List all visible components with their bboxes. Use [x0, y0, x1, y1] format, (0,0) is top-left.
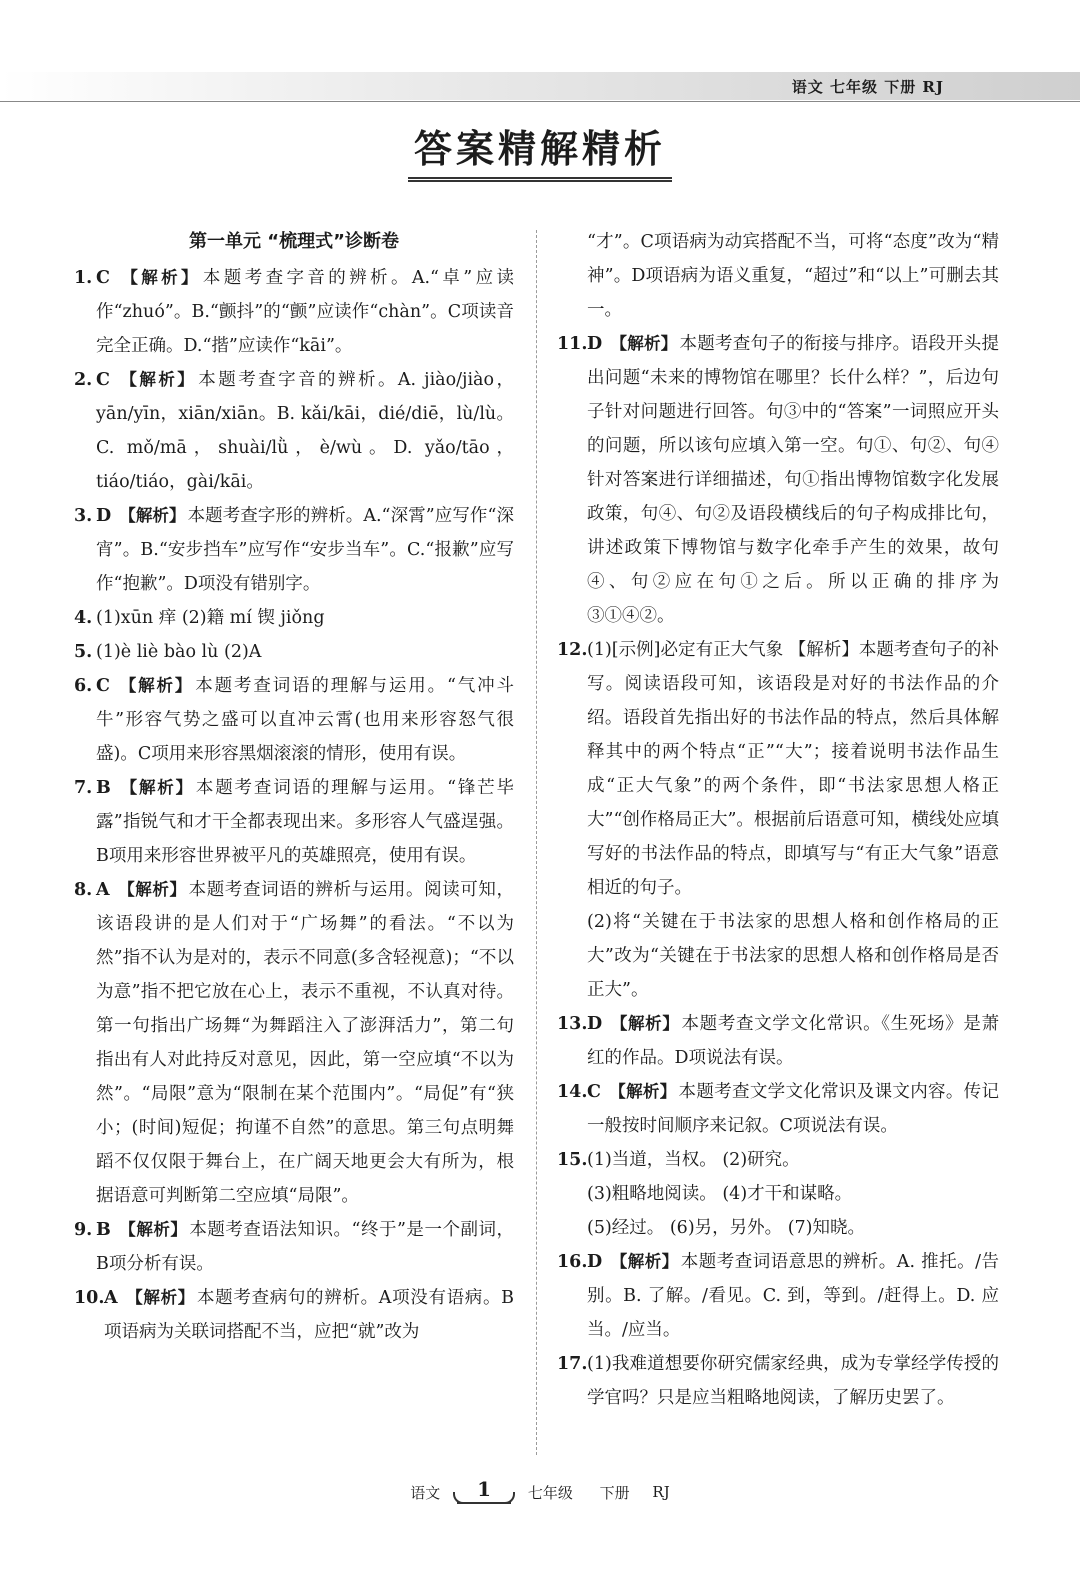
answer-item	[74, 261, 514, 363]
answer-item	[74, 363, 514, 499]
answer-number: 8.	[74, 880, 93, 900]
answer-text: (1)è liè bào lù (2)A	[96, 642, 262, 662]
answer-text: 本题考查词语的理解与运用。“锋芒毕露”指锐气和才干全都表现出来。多形容人气盛逞强。B项用来形容世界被平凡的英雄照亮，使用有误。	[96, 778, 514, 866]
answer-text: 本题考查句子的衔接与排序。语段开头提出问题“未来的博物馆在哪里？长什么样？”，后边句子针对问题进行回答。句③中的“答案”一词照应开头的问题，所以该句应填入第一空。句①、句②、句④针对答案进行详细描述，句①指出博物馆数字化发展政策，句④、句②及语段横线后的句子构成排比句，讲述政策下博物馆与数字化牵手产生的效果，故句④、句②应在句①之后。所以正确的排序为③①④②。	[587, 334, 1000, 626]
right-column	[557, 225, 999, 1415]
analysis-tag: 【解析】	[118, 778, 194, 797]
answer-choice: B	[96, 1220, 111, 1240]
analysis-tag: 【解析】	[117, 676, 194, 695]
section-title: 第一单元 “梳理式”诊断卷	[189, 231, 399, 252]
header-label: 语文 七年级 下册 RJ	[791, 78, 944, 96]
analysis-tag: 【解析】	[608, 1082, 677, 1101]
analysis-tag: 【解析】	[117, 268, 201, 287]
answer-text: 本题考查字音的辨析。A. jiào/jiào，yān/yīn，xiān/xiān。B. kǎi/kāi，dié/diē，lù/lù。C. mǒ/mā，shuài/lǜ，è/wù。D. yǎo/tāo，tiáo/tiáo，gài/kāi。	[96, 370, 514, 492]
answer-choice: B	[96, 778, 111, 798]
answer-text: 本题考查字形的辨析。A.“深霄”应写作“深宵”。B.“安步挡车”应写作“安步当车”。C.“报歉”应写作“抱歉”。D项没有错别字。	[96, 506, 514, 594]
answer-text: 本题考查字音的辨析。A.“卓”应读作“zhuó”。B.“颤抖”的“颤”应读作“chàn”。C项读音完全正确。D.“揩”应读作“kāi”。	[96, 268, 515, 356]
answer-item	[557, 1075, 999, 1143]
answer-choice: D	[587, 1014, 603, 1034]
right-answer-list	[557, 327, 999, 1415]
answer-text: (1)当道，当权。 (2)研究。	[587, 1150, 800, 1170]
answer-item	[74, 669, 514, 771]
answer-number: 14.	[557, 1082, 588, 1102]
answer-subpart: (3)粗略地阅读。 (4)才干和谋略。	[587, 1184, 853, 1204]
answer-number: 10.	[74, 1288, 105, 1308]
answer-item	[74, 1281, 514, 1349]
answer-item	[557, 1143, 999, 1245]
answer-text: 本题考查文学文化常识及课文内容。传记一般按时间顺序来记叙。C项说法有误。	[587, 1082, 1000, 1136]
page-footer	[0, 1477, 1080, 1504]
answer-choice: C	[96, 676, 110, 696]
analysis-tag: 【解析】	[119, 506, 186, 525]
answer-text: 本题考查词语的辨析与运用。阅读可知，该语段讲的是人们对于“广场舞”的看法。“不以为然”指不认为是对的，表示不同意(多含轻视意)；“不以为意”指不把它放在心上，表示不重视，不认真对待。第一句指出广场舞“为舞蹈注入了澎湃活力”，第二句指出有人对此持反对意见，因此，第一空应填“不以为然”。“局限”意为“限制在某个范围内”。“局促”有“狭小；(时间)短促；拘谨不自然”的意思。第三句点明舞蹈不仅仅限于舞台上，在广阔天地更会大有所为，根据语意可判断第二空应填“局限”。	[96, 880, 515, 1206]
continued-answer-10: “才”。C项语病为动宾搭配不当，可将“态度”改为“精神”。D项语病为语义重复，“超过”和“以上”可删去其一。	[587, 232, 999, 320]
answer-text: 本题考查文学文化常识。《生死场》是萧红的作品。D项说法有误。	[587, 1014, 1000, 1068]
answer-text: 本题考查词语的理解与运用。“气冲斗牛”形容气势之盛可以直冲云霄(也用来形容怒气很盛)。C项用来形容黑烟滚滚的情形，使用有误。	[96, 676, 514, 764]
left-column	[74, 225, 514, 1349]
footer-volume: 下册	[599, 1483, 630, 1502]
answer-item	[557, 327, 999, 633]
analysis-tag: 【解析】	[610, 334, 678, 353]
answer-item	[74, 635, 514, 669]
answer-number: 7.	[74, 778, 93, 798]
answer-item	[74, 771, 514, 873]
answer-number: 17.	[557, 1354, 588, 1374]
answer-number: 12.	[557, 640, 588, 660]
answer-choice: D	[587, 1252, 603, 1272]
answer-number: 16.	[557, 1252, 588, 1272]
analysis-tag: 【解析】	[610, 1014, 680, 1033]
analysis-tag: 【解析】	[117, 370, 197, 389]
answer-subpart: (5)经过。 (6)另，另外。 (7)知晓。	[587, 1218, 865, 1238]
answer-item	[74, 1213, 514, 1281]
footer-subject: 语文	[410, 1483, 441, 1502]
answer-choice: C	[96, 370, 110, 390]
answer-item	[557, 1007, 999, 1075]
answer-item	[557, 1245, 999, 1347]
answer-item	[74, 873, 514, 1213]
header-rule	[0, 101, 1080, 102]
footer-grade: 七年级	[527, 1483, 573, 1502]
answer-number: 5.	[74, 642, 93, 662]
answer-number: 6.	[74, 676, 93, 696]
answer-number: 13.	[557, 1014, 588, 1034]
answer-number: 11.	[557, 334, 588, 354]
answer-number: 15.	[557, 1150, 588, 1170]
answer-number: 4.	[74, 608, 93, 628]
answer-subpart: (2)将“关键在于书法家的思想人格和创作格局的正大”改为“关键在于书法家的思想人格和创作格局是否正大”。	[587, 912, 999, 1000]
answer-item	[557, 1347, 999, 1415]
answer-text: 本题考查语法知识。“终于”是一个副词，B项分析有误。	[96, 1220, 514, 1274]
title-wrap	[0, 118, 1080, 182]
analysis-tag: 【解析】	[610, 1252, 679, 1271]
column-divider	[536, 230, 537, 1455]
answer-choice: D	[96, 506, 112, 526]
answer-item	[74, 601, 514, 635]
analysis-tag: 【解析】	[118, 1220, 188, 1239]
answer-number: 1.	[74, 268, 93, 288]
answer-choice: A	[96, 880, 110, 900]
footer-edition: RJ	[652, 1483, 670, 1501]
page-title: 答案精解精析	[408, 118, 672, 182]
answer-choice: A	[104, 1288, 118, 1308]
answer-number: 2.	[74, 370, 93, 390]
answer-text: (1)[示例]必定有正大气象 【解析】本题考查句子的补写。阅读语段可知，该语段是对好的书法作品的介绍。语段首先指出好的书法作品的特点，然后具体解释其中的两个特点“正”“大”；接着说明书法作品生成“正大气象”的两个条件，即“书法家思想人格正大”“创作格局正大”。根据前后语意可知，横线处应填写好的书法作品的特点，即填写与“有正大气象”语意相近的句子。	[587, 640, 999, 898]
answer-number: 9.	[74, 1220, 93, 1240]
page-number: 1	[457, 1480, 511, 1504]
answer-choice: C	[96, 268, 110, 288]
answer-text: 本题考查病句的辨析。A项没有语病。B项语病为关联词搭配不当，应把“就”改为	[104, 1288, 515, 1342]
answer-item	[74, 499, 514, 601]
answer-number: 3.	[74, 506, 93, 526]
answer-choice: D	[587, 334, 603, 354]
answer-text: (1)我难道想要你研究儒家经典，成为专掌经学传授的学官吗？只是应当粗略地阅读，了解历史罢了。	[587, 1354, 999, 1408]
answer-item	[557, 633, 999, 1007]
analysis-tag: 【解析】	[117, 880, 187, 899]
analysis-tag: 【解析】	[125, 1288, 195, 1307]
left-answer-list	[74, 261, 514, 1349]
answer-text: (1)xūn 痒 (2)籍 mí 锲 jiǒng	[96, 608, 325, 628]
answer-choice: C	[587, 1082, 601, 1102]
answer-text: 本题考查词语意思的辨析。A. 推托。/告别。B. 了解。/看见。C. 到，等到。/赶得上。D. 应当。/应当。	[587, 1252, 1000, 1340]
